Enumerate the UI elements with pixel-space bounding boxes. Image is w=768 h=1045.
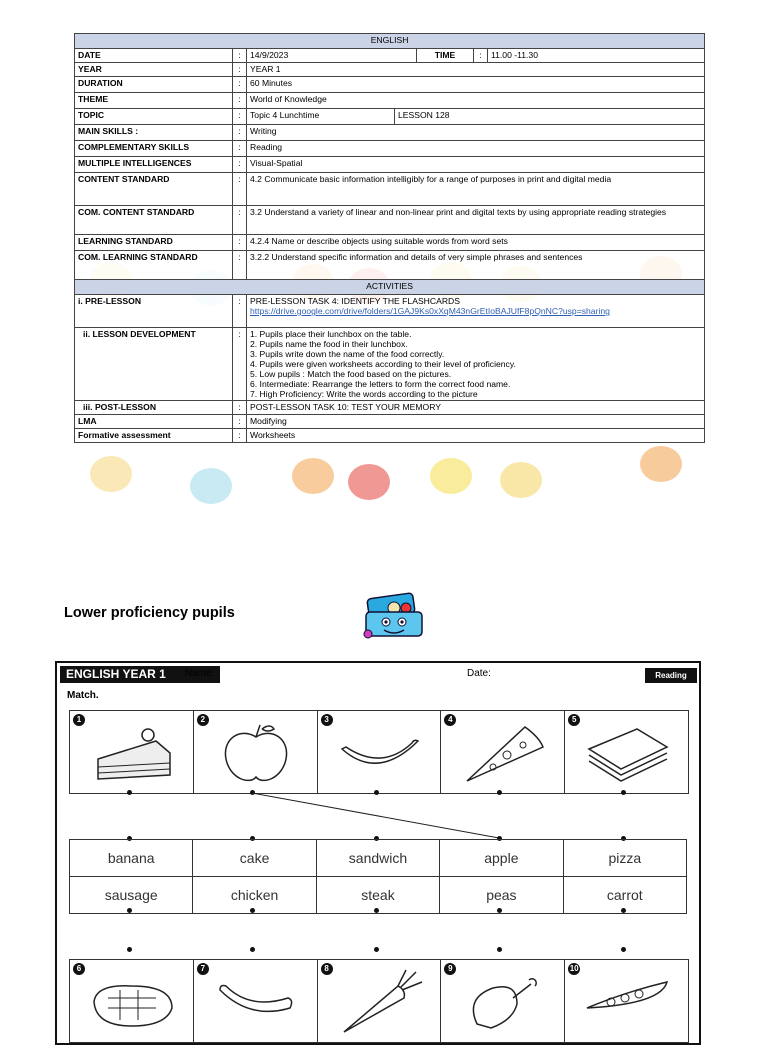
word-cell: chicken xyxy=(193,877,316,914)
colon: : xyxy=(233,251,247,280)
main-skills-label: MAIN SKILLS : xyxy=(75,125,233,141)
picture-row-top xyxy=(69,710,689,794)
picture-cell xyxy=(565,711,688,793)
colon: : xyxy=(233,429,247,443)
learning-standard-value: 4.2.4 Name or describe objects using suitable words from word sets xyxy=(247,235,705,251)
steak-icon xyxy=(86,968,178,1036)
peas-icon xyxy=(581,968,673,1036)
match-dot[interactable] xyxy=(250,908,255,913)
decorative-food-face xyxy=(640,446,682,482)
com-learning-standard-label: COM. LEARNING STANDARD xyxy=(75,251,233,280)
decorative-food-face xyxy=(430,458,472,494)
step: 4. Pupils were given worksheets according to their level of proficiency. xyxy=(250,359,516,369)
picture-cell xyxy=(70,711,194,793)
item-number: 3 xyxy=(321,714,333,726)
item-number: 2 xyxy=(197,714,209,726)
pre-lesson-task: PRE-LESSON TASK 4: IDENTIFY THE FLASHCARDS xyxy=(250,296,460,306)
com-content-standard-label: COM. CONTENT STANDARD xyxy=(75,206,233,235)
lesson-number: LESSON 128 xyxy=(395,109,705,125)
picture-cell xyxy=(441,711,565,793)
post-lesson-label: iii. POST-LESSON xyxy=(75,401,233,415)
formative-assessment-value: Worksheets xyxy=(247,429,705,443)
step: 5. Low pupils : Match the food based on the pictures. xyxy=(250,369,452,379)
decorative-food-face xyxy=(348,464,390,500)
banana-icon xyxy=(334,719,426,787)
colon: : xyxy=(233,141,247,157)
colon: : xyxy=(233,63,247,77)
item-number: 1 xyxy=(73,714,85,726)
post-lesson-value: POST-LESSON TASK 10: TEST YOUR MEMORY xyxy=(247,401,705,415)
main-skills-value: Writing xyxy=(247,125,705,141)
content-standard-label: CONTENT STANDARD xyxy=(75,173,233,206)
item-number: 10 xyxy=(569,964,579,973)
flashcards-link[interactable]: https://drive.google.com/drive/folders/1GAJ9Ks0xXqM43nGrEtIoBAJUfF8pQnNC?usp=sharing xyxy=(250,306,610,316)
lower-proficiency-title: Lower proficiency pupils xyxy=(64,605,235,621)
colon: : xyxy=(233,93,247,109)
theme-value: World of Knowledge xyxy=(247,93,705,109)
match-dot[interactable] xyxy=(250,790,255,795)
picture-row-bottom xyxy=(69,959,689,1043)
colon: : xyxy=(233,125,247,141)
com-content-standard-value: 3.2 Understand a variety of linear and non-linear print and digital texts by using appropriate reading strategies xyxy=(247,206,705,235)
colon: : xyxy=(474,49,488,63)
pre-lesson-cell xyxy=(247,295,705,328)
word-cell: pizza xyxy=(563,840,686,877)
step: 3. Pupils write down the name of the food correctly. xyxy=(250,349,445,359)
worksheet-instruction: Match. xyxy=(67,690,99,701)
match-dot[interactable] xyxy=(374,790,379,795)
picture-cell xyxy=(70,960,194,1042)
word-cell: steak xyxy=(316,877,439,914)
complementary-skills-label: COMPLEMENTARY SKILLS xyxy=(75,141,233,157)
picture-cell xyxy=(318,711,442,793)
pizza-icon xyxy=(457,719,549,787)
match-dot[interactable] xyxy=(127,947,132,952)
step: 6. Intermediate: Rearrange the letters to form the correct food name. xyxy=(250,379,511,389)
colon: : xyxy=(233,173,247,206)
lesson-development-label: ii. LESSON DEVELOPMENT xyxy=(75,328,233,401)
apple-icon xyxy=(210,719,302,787)
colon: : xyxy=(233,157,247,173)
duration-value: 60 Minutes xyxy=(247,77,705,93)
com-learning-standard-value: 3.2.2 Understand specific information and details of very simple phrases and sentences xyxy=(247,251,705,280)
step: 7. High Proficiency: Write the words according to the picture xyxy=(250,389,478,399)
item-number: 4 xyxy=(444,714,456,726)
match-dot[interactable] xyxy=(497,908,502,913)
name-field-label: Name: xyxy=(185,668,215,679)
sausage-icon xyxy=(210,968,302,1036)
lma-label: LMA xyxy=(75,415,233,429)
time-label: TIME xyxy=(417,49,474,63)
date-field-label: Date: xyxy=(467,668,491,679)
decorative-food-face xyxy=(190,468,232,504)
multiple-intelligences-label: MULTIPLE INTELLIGENCES xyxy=(75,157,233,173)
time-value: 11.00 -11.30 xyxy=(488,49,705,63)
topic-value: Topic 4 Lunchtime xyxy=(247,109,395,125)
lesson-plan-table xyxy=(74,33,705,443)
colon: : xyxy=(233,295,247,328)
cake-icon xyxy=(86,719,178,787)
word-cell: cake xyxy=(193,840,316,877)
topic-label: TOPIC xyxy=(75,109,233,125)
word-cell: apple xyxy=(440,840,563,877)
item-number: 8 xyxy=(321,963,333,975)
worksheet-title: ENGLISH YEAR 1 xyxy=(60,666,220,683)
colon: : xyxy=(233,77,247,93)
date-value: 14/9/2023 xyxy=(247,49,417,63)
item-number: 5 xyxy=(568,714,580,726)
reading-badge: Reading xyxy=(645,668,697,683)
word-cell: sandwich xyxy=(316,840,439,877)
item-number: 7 xyxy=(197,963,209,975)
pre-lesson-label: i. PRE-LESSON xyxy=(75,295,233,328)
match-dot[interactable] xyxy=(127,908,132,913)
word-cell: sausage xyxy=(70,877,193,914)
match-dot[interactable] xyxy=(374,908,379,913)
decorative-food-face xyxy=(292,458,334,494)
picture-cell xyxy=(565,960,688,1042)
colon: : xyxy=(233,235,247,251)
colon: : xyxy=(233,206,247,235)
colon: : xyxy=(233,415,247,429)
subject-header: ENGLISH xyxy=(75,34,705,49)
lunchbox-icon xyxy=(360,590,428,640)
picture-cell xyxy=(194,711,318,793)
picture-cell xyxy=(441,960,565,1042)
decorative-food-face xyxy=(90,456,132,492)
formative-assessment-label: Formative assessment xyxy=(75,429,233,443)
match-dot[interactable] xyxy=(621,908,626,913)
colon: : xyxy=(233,49,247,63)
picture-cell xyxy=(318,960,442,1042)
item-number: 6 xyxy=(73,963,85,975)
word-cell: carrot xyxy=(563,877,686,914)
lma-value: Modifying xyxy=(247,415,705,429)
lesson-development-steps xyxy=(247,328,705,401)
year-label: YEAR xyxy=(75,63,233,77)
match-dot[interactable] xyxy=(621,947,626,952)
theme-label: THEME xyxy=(75,93,233,109)
decorative-food-face xyxy=(500,462,542,498)
match-dot[interactable] xyxy=(374,947,379,952)
colon: : xyxy=(233,328,247,401)
item-number: 9 xyxy=(444,963,456,975)
colon: : xyxy=(233,109,247,125)
match-dot[interactable] xyxy=(497,790,502,795)
sandwich-icon xyxy=(581,719,673,787)
multiple-intelligences-value: Visual-Spatial xyxy=(247,157,705,173)
step: 2. Pupils name the food in their lunchbox. xyxy=(250,339,408,349)
activities-header: ACTIVITIES xyxy=(75,280,705,295)
colon: : xyxy=(233,401,247,415)
carrot-icon xyxy=(334,968,426,1036)
match-dot[interactable] xyxy=(127,790,132,795)
picture-cell xyxy=(194,960,318,1042)
learning-standard-label: LEARNING STANDARD xyxy=(75,235,233,251)
complementary-skills-value: Reading xyxy=(247,141,705,157)
match-dot[interactable] xyxy=(621,790,626,795)
date-label: DATE xyxy=(75,49,233,63)
match-dot[interactable] xyxy=(497,947,502,952)
chicken-drumstick-icon xyxy=(457,968,549,1036)
content-standard-value: 4.2 Communicate basic information intelligibly for a range of purposes in print and digital media xyxy=(247,173,705,206)
word-cell: banana xyxy=(70,840,193,877)
word-grid xyxy=(69,839,687,914)
word-cell: peas xyxy=(440,877,563,914)
match-dot[interactable] xyxy=(250,947,255,952)
year-value: YEAR 1 xyxy=(247,63,705,77)
matching-worksheet xyxy=(55,661,701,1045)
duration-label: DURATION xyxy=(75,77,233,93)
step: 1. Pupils place their lunchbox on the table. xyxy=(250,329,412,339)
